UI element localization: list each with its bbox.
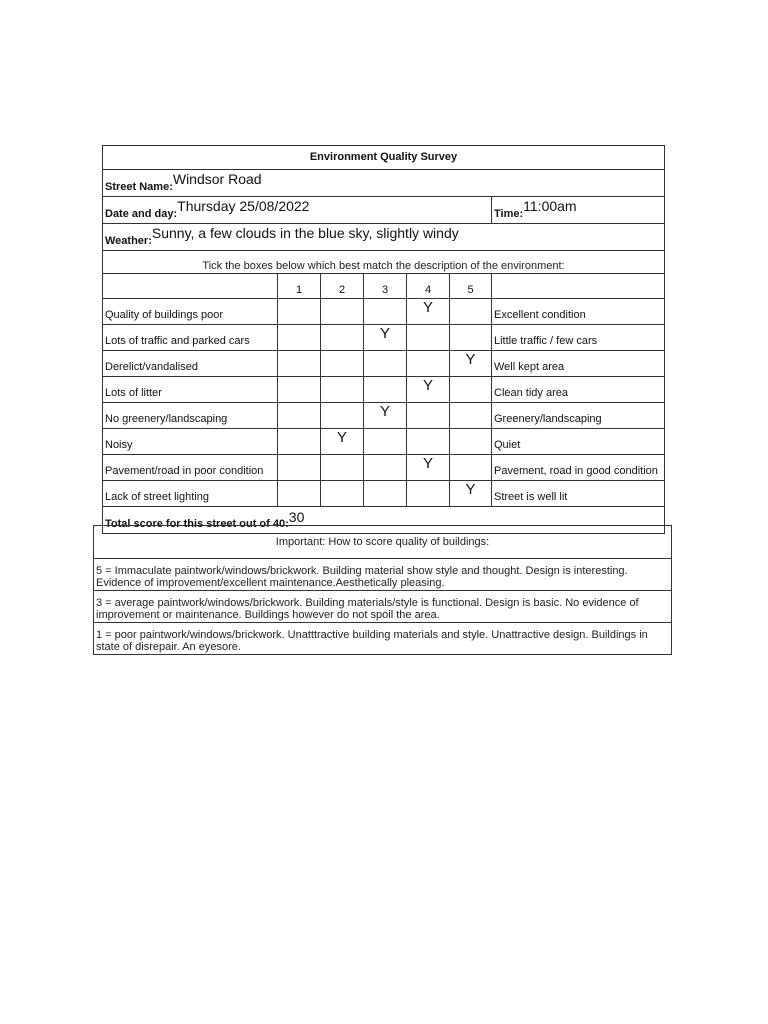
score-box-3[interactable] [364, 325, 407, 351]
survey-item-row [103, 377, 665, 403]
score-box-1[interactable] [278, 429, 321, 455]
weather-field[interactable] [103, 224, 665, 251]
survey-item-row [103, 403, 665, 429]
score-box-3[interactable] [364, 351, 407, 377]
total-score-label: Total score for this street out of 40: [105, 518, 289, 530]
scale-3: 3 [364, 274, 407, 299]
score-box-5[interactable] [450, 455, 492, 481]
survey-item-row [103, 455, 665, 481]
score-box-5[interactable] [450, 403, 492, 429]
score-box-3[interactable] [364, 403, 407, 429]
score-box-1[interactable] [278, 481, 321, 507]
item-positive-label: Greenery/landscaping [492, 403, 665, 429]
item-negative-label: Lots of traffic and parked cars [103, 325, 278, 351]
score-box-2[interactable] [321, 403, 364, 429]
item-negative-label: No greenery/landscaping [103, 403, 278, 429]
score-box-4[interactable] [407, 455, 450, 481]
scale-2: 2 [321, 274, 364, 299]
score-box-2[interactable] [321, 377, 364, 403]
survey-instruction: Tick the boxes below which best match the description of the environment: [103, 251, 665, 274]
item-negative-label: Quality of buildings poor [103, 299, 278, 325]
score-box-4[interactable] [407, 429, 450, 455]
score-box-4[interactable] [407, 351, 450, 377]
tick-mark: Y [422, 377, 433, 394]
score-box-2[interactable] [321, 325, 364, 351]
item-positive-label: Pavement, road in good condition [492, 455, 665, 481]
tick-mark: Y [336, 429, 347, 446]
date-value: Thursday 25/08/2022 [177, 198, 310, 214]
score-box-1[interactable] [278, 377, 321, 403]
score-box-4[interactable] [407, 299, 450, 325]
guide-title: Important: How to score quality of buildings: [94, 526, 672, 559]
item-negative-label: Lack of street lighting [103, 481, 278, 507]
score-box-4[interactable] [407, 403, 450, 429]
item-positive-label: Clean tidy area [492, 377, 665, 403]
scale-header-row [103, 274, 665, 299]
score-box-4[interactable] [407, 377, 450, 403]
score-box-3[interactable] [364, 455, 407, 481]
score-box-5[interactable] [450, 325, 492, 351]
environment-survey-table [102, 145, 665, 534]
score-box-1[interactable] [278, 403, 321, 429]
survey-item-row [103, 351, 665, 377]
total-score-value: 30 [288, 509, 305, 525]
score-box-2[interactable] [321, 481, 364, 507]
item-positive-label: Street is well lit [492, 481, 665, 507]
item-positive-label: Excellent condition [492, 299, 665, 325]
score-box-2[interactable] [321, 429, 364, 455]
scale-header-blank-right [492, 274, 665, 299]
tick-mark: Y [422, 455, 433, 472]
score-box-2[interactable] [321, 455, 364, 481]
scale-1: 1 [278, 274, 321, 299]
date-field[interactable] [103, 197, 492, 224]
weather-value: Sunny, a few clouds in the blue sky, slightly windy [151, 225, 459, 241]
score-box-1[interactable] [278, 351, 321, 377]
street-name-field[interactable] [103, 170, 665, 197]
score-box-1[interactable] [278, 325, 321, 351]
score-box-5[interactable] [450, 299, 492, 325]
score-box-1[interactable] [278, 455, 321, 481]
scale-5: 5 [450, 274, 492, 299]
survey-item-row [103, 481, 665, 507]
tick-mark: Y [465, 481, 476, 498]
survey-title: Environment Quality Survey [103, 146, 665, 170]
score-box-3[interactable] [364, 429, 407, 455]
scale-header-blank [103, 274, 278, 299]
item-negative-label: Pavement/road in poor condition [103, 455, 278, 481]
scale-4: 4 [407, 274, 450, 299]
score-box-5[interactable] [450, 351, 492, 377]
survey-item-row [103, 429, 665, 455]
time-value: 11:00am [523, 198, 577, 214]
time-field[interactable] [492, 197, 665, 224]
tick-mark: Y [465, 351, 476, 368]
score-box-3[interactable] [364, 377, 407, 403]
street-name-label: Street Name: [105, 181, 173, 193]
score-box-2[interactable] [321, 351, 364, 377]
score-box-4[interactable] [407, 481, 450, 507]
item-negative-label: Derelict/vandalised [103, 351, 278, 377]
guide-row-score-5: 5 = Immaculate paintwork/windows/brickwork. Building material show style and thought. Design is interesting. Evidence of improvement/excellent maintenance.Aesthetically pleasing. [94, 559, 672, 591]
score-box-3[interactable] [364, 481, 407, 507]
score-box-5[interactable] [450, 377, 492, 403]
building-scoring-guide [93, 525, 672, 655]
survey-item-row [103, 299, 665, 325]
score-box-3[interactable] [364, 299, 407, 325]
score-box-4[interactable] [407, 325, 450, 351]
item-positive-label: Little traffic / few cars [492, 325, 665, 351]
item-positive-label: Well kept area [492, 351, 665, 377]
score-box-5[interactable] [450, 429, 492, 455]
date-label: Date and day: [105, 208, 178, 220]
guide-row-score-1: 1 = poor paintwork/windows/brickwork. Unatttractive building materials and style. Unattractive design. Buildings in state of disrepair. An eyesore. [94, 623, 672, 655]
score-box-5[interactable] [450, 481, 492, 507]
tick-mark: Y [379, 403, 390, 420]
tick-mark: Y [379, 325, 390, 342]
time-label: Time: [494, 208, 524, 220]
score-box-1[interactable] [278, 299, 321, 325]
score-box-2[interactable] [321, 299, 364, 325]
survey-item-row [103, 325, 665, 351]
tick-mark: Y [422, 299, 433, 316]
item-negative-label: Noisy [103, 429, 278, 455]
street-name-value: Windsor Road [172, 171, 262, 187]
item-negative-label: Lots of litter [103, 377, 278, 403]
weather-label: Weather: [105, 235, 152, 247]
item-positive-label: Quiet [492, 429, 665, 455]
guide-row-score-3: 3 = average paintwork/windows/brickwork. Building materials/style is functional. Design is basic. No evidence of improvement or maintenance. Buildings however do not spoil the area. [94, 591, 672, 623]
